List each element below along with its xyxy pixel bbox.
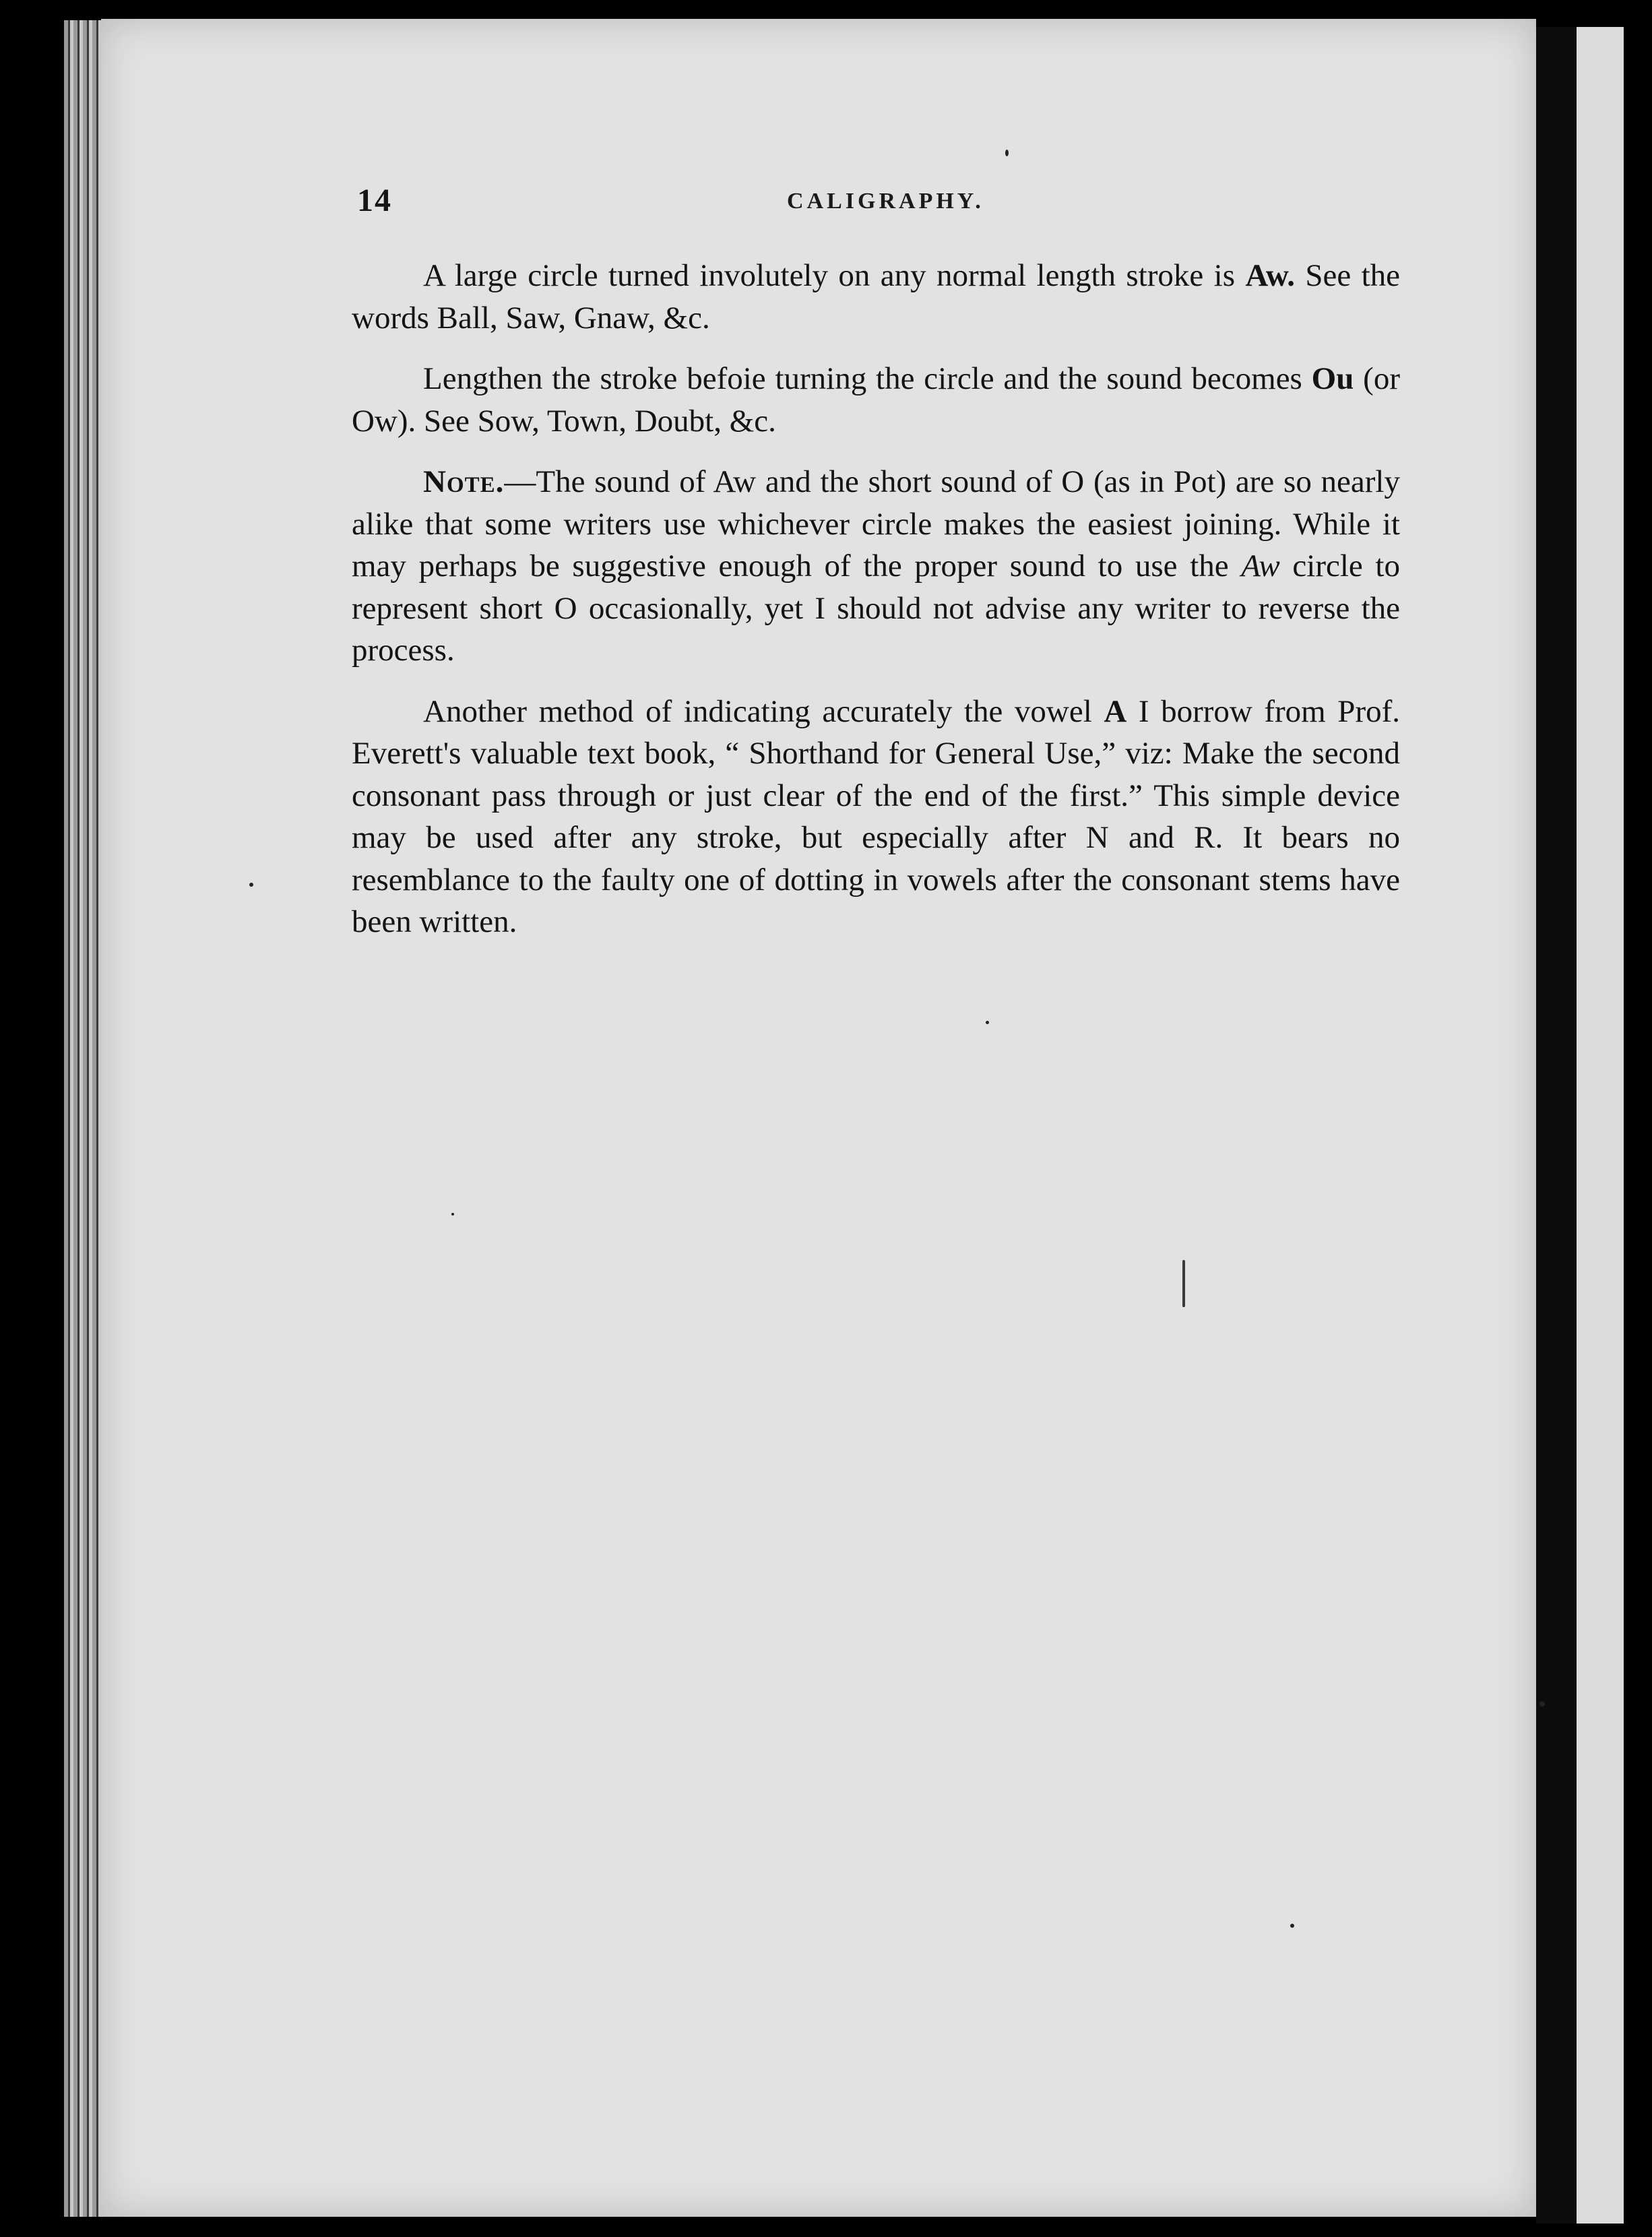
- paragraph-1: [352, 255, 1400, 339]
- paragraph-3-italic-term: Aw: [1241, 548, 1280, 584]
- scan-speck: [249, 883, 253, 887]
- paragraph-2-bold-term: Ou: [1311, 361, 1354, 396]
- facing-page-edge: [1577, 27, 1624, 2224]
- paragraph-4-text-a: Another method of indicating accurately the vowel: [423, 693, 1104, 729]
- scan-speck: [986, 1021, 989, 1024]
- scan-speck: [451, 1213, 454, 1216]
- scan-speck: [1005, 150, 1009, 156]
- running-head-title: CALIGRAPHY.: [787, 189, 984, 214]
- scan-speck: [1182, 1260, 1185, 1307]
- paragraph-2-text-a: Lengthen the stroke befoie turning the circle and the sound becomes: [423, 361, 1312, 396]
- paragraph-2-text-b: (or Ow). See Sow, Town, Doubt, &c.: [352, 361, 1400, 439]
- body-text: [352, 255, 1400, 962]
- paragraph-3: [352, 461, 1400, 672]
- paragraph-4-bold-term: A: [1104, 693, 1127, 729]
- scan-speck: [1539, 1701, 1545, 1707]
- paragraph-1-text-b: See the words Ball, Saw, Gnaw, &c.: [352, 258, 1401, 336]
- paragraph-3-label: Note.: [423, 464, 505, 499]
- paragraph-3-text-b: circle to represent short O occasionally, yet I should not advise any writer to reverse the process.: [352, 548, 1400, 668]
- paragraph-1-text-a: A large circle turned involutely on any normal length stroke is: [423, 258, 1246, 293]
- paragraph-1-bold-term: Aw.: [1245, 258, 1295, 293]
- binding-shadow: [1536, 27, 1577, 2224]
- scan-speck: [1290, 1924, 1294, 1928]
- paragraph-4-text-b: I borrow from Prof. Everett's valuable text book, “ Shorthand for General Use,” viz: Make the second consonant pass through or just clear of the end of the first.” This simple device may be used after any stroke, but especially after N and R. It bears no resemblance to the faulty one of dotting in vowels after the consonant stems have been written.: [352, 693, 1400, 939]
- paragraph-3-text-a: —The sound of Aw and the short sound of O (as in Pot) are so nearly alike that some writers use whichever circle makes the easiest joining. While it may perhaps be suggestive enough of the proper sound to use the: [352, 464, 1400, 584]
- running-head: [350, 182, 1422, 229]
- paragraph-4: [352, 691, 1400, 943]
- paragraph-2: [352, 358, 1400, 442]
- page-number: 14: [357, 183, 392, 218]
